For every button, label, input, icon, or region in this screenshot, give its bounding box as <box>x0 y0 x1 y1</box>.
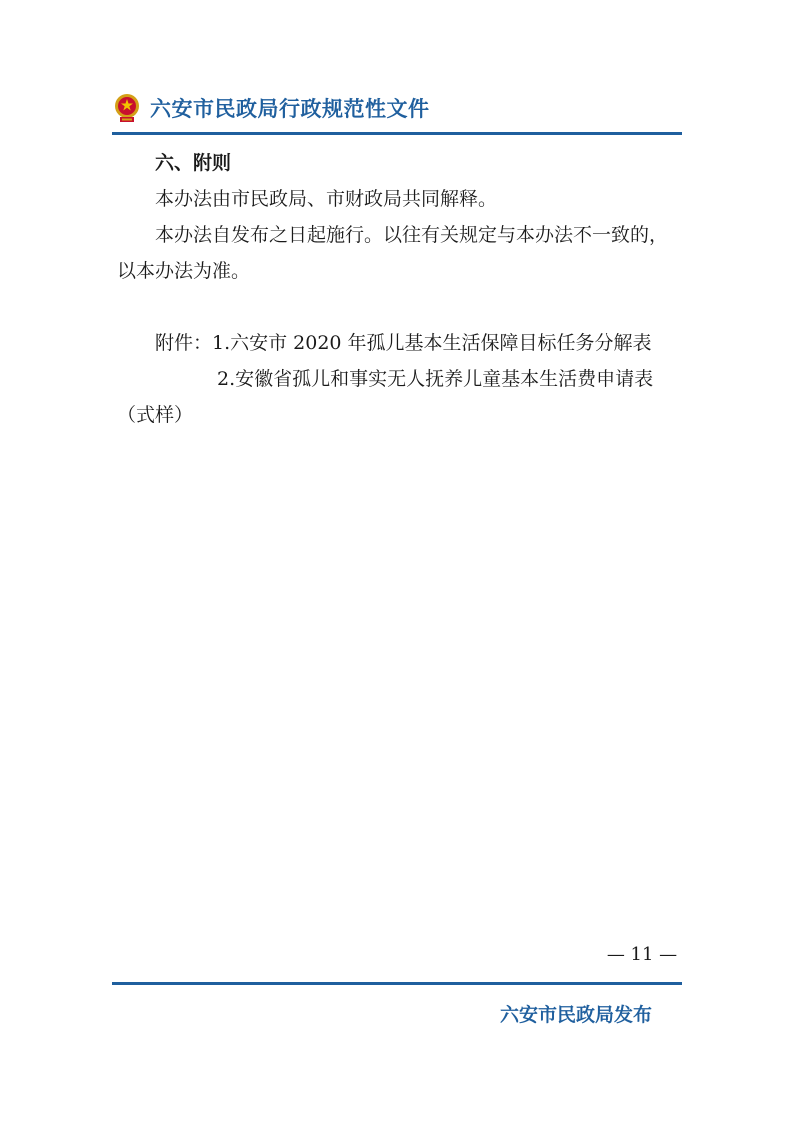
attachment-line-2: 2.安徽省孤儿和事实无人抚养儿童基本生活费申请表 <box>217 368 654 390</box>
footer-divider <box>112 982 682 985</box>
paragraph-effective-line-1: 本办法自发布之日起施行。以往有关规定与本办法不一致的， <box>155 224 669 246</box>
section-heading: 六、附则 <box>155 152 232 174</box>
paragraph-effective-line-2: 以本办法为准。 <box>117 260 251 282</box>
blank-line <box>117 289 687 325</box>
paragraph-interpretation: 本办法由市民政局、市财政局共同解释。 <box>155 188 498 210</box>
document-body <box>117 145 687 433</box>
footer-publisher: 六安市民政局发布 <box>500 1004 653 1026</box>
attachment-line-3: （式样） <box>117 404 194 426</box>
attachment-line-1: 附件：1.六安市 2020 年孤儿基本生活保障目标任务分解表 <box>155 332 652 354</box>
page-number: — 11 — <box>606 944 678 965</box>
header-divider <box>112 132 682 135</box>
national-emblem-icon <box>112 92 142 124</box>
header-title: 六安市民政局行政规范性文件 <box>150 97 430 121</box>
document-header <box>112 88 430 128</box>
